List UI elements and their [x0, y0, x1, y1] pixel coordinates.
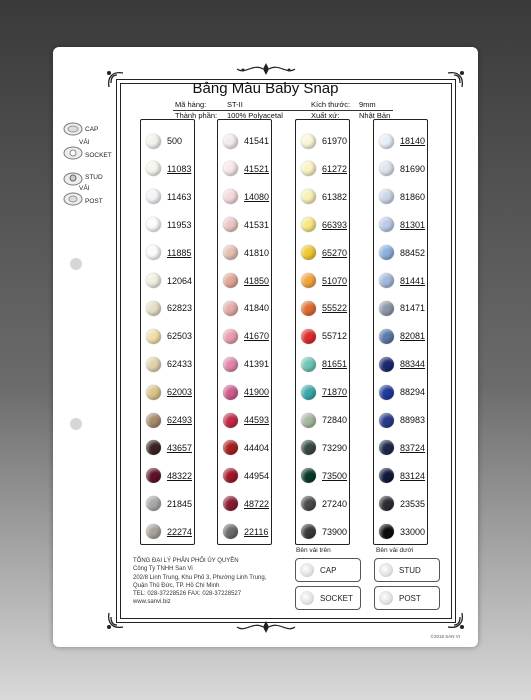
legend-vai-2: VẢI: [79, 185, 90, 192]
swatch-row[interactable]: [296, 266, 349, 296]
swatch-row[interactable]: [141, 517, 194, 547]
color-code: 48722: [244, 498, 270, 509]
thanh-phan-value: 100% Polyacetal: [227, 111, 283, 120]
swatch-row[interactable]: [218, 405, 271, 435]
color-swatch: [223, 468, 238, 483]
page-title: Bảng Màu Baby Snap: [192, 80, 339, 97]
color-code: 44954: [244, 470, 270, 481]
ornament-top-icon: [233, 61, 299, 79]
ben-vai-duoi-label: Bên vải dưới: [376, 547, 414, 554]
ma-hang-value: ST-II: [227, 100, 243, 109]
swatch-row[interactable]: [218, 461, 271, 491]
swatch-row[interactable]: [296, 321, 349, 351]
color-code: 41670: [244, 331, 270, 342]
color-swatch: [146, 385, 161, 400]
color-swatch: [146, 189, 161, 204]
swatch-row[interactable]: [141, 349, 194, 379]
color-swatch: [223, 524, 238, 539]
color-swatch: [146, 468, 161, 483]
swatch-row[interactable]: [218, 182, 271, 212]
legend-cap: CAP: [85, 126, 99, 133]
color-swatch: [223, 217, 238, 232]
color-code: 73290: [322, 442, 348, 453]
swatch-row[interactable]: [296, 517, 349, 547]
corner-ornament-br-icon: [446, 611, 466, 631]
footer-line-3: 202/8 Linh Trung, Khu Phố 3, Phường Linh Trung,: [133, 574, 267, 581]
color-swatch: [301, 189, 316, 204]
color-swatch: [301, 524, 316, 539]
swatch-row[interactable]: [141, 210, 194, 240]
color-code: 61382: [322, 191, 348, 202]
swatch-row[interactable]: [374, 154, 427, 184]
color-swatch: [379, 440, 394, 455]
cap-icon: [300, 563, 314, 577]
swatch-row[interactable]: [218, 321, 271, 351]
cap-part-icon: [63, 122, 83, 136]
legend-post: POST: [85, 198, 103, 205]
swatch-row[interactable]: [296, 293, 349, 323]
color-swatch: [379, 357, 394, 372]
swatch-row[interactable]: [374, 266, 427, 296]
color-code: 22116: [244, 526, 269, 537]
swatch-row[interactable]: [141, 433, 194, 463]
color-swatch: [301, 301, 316, 316]
color-swatch: [301, 440, 316, 455]
color-code: 51070: [322, 275, 348, 286]
color-swatch: [379, 524, 394, 539]
color-swatch: [223, 134, 238, 149]
color-code: 12064: [167, 275, 193, 286]
post-icon: [379, 591, 393, 605]
color-code: 41521: [244, 163, 270, 174]
color-swatch: [146, 357, 161, 372]
swatch-row[interactable]: [141, 405, 194, 435]
color-swatch: [379, 161, 394, 176]
color-code: 81471: [400, 303, 426, 314]
color-swatch: [301, 468, 316, 483]
color-swatch: [379, 245, 394, 260]
swatch-row[interactable]: [218, 489, 271, 519]
swatch-row[interactable]: [374, 321, 427, 351]
color-code: 88294: [400, 387, 426, 398]
color-swatch: [223, 496, 238, 511]
swatch-row[interactable]: [218, 210, 271, 240]
option-stud-label: STUD: [399, 565, 421, 575]
color-swatch: [301, 357, 316, 372]
swatch-row[interactable]: [218, 266, 271, 296]
color-swatch: [301, 496, 316, 511]
swatch-row[interactable]: [374, 377, 427, 407]
footer-line-5: TEL: 028-37228526 FAX: 028-37228527: [133, 591, 242, 598]
swatch-row[interactable]: [296, 461, 349, 491]
color-code: 88452: [400, 247, 426, 258]
color-code: 41900: [244, 387, 270, 398]
color-chart-card: [53, 47, 478, 647]
swatch-row[interactable]: [296, 405, 349, 435]
swatch-row[interactable]: [296, 126, 349, 156]
option-cap-label: CAP: [320, 565, 337, 575]
swatch-row[interactable]: [296, 349, 349, 379]
color-swatch: [379, 134, 394, 149]
color-swatch: [223, 189, 238, 204]
binder-hole-top: [70, 258, 82, 270]
option-socket[interactable]: [295, 586, 361, 610]
color-swatch: [223, 329, 238, 344]
color-swatch: [223, 440, 238, 455]
color-swatch: [146, 413, 161, 428]
color-swatch: [223, 385, 238, 400]
color-code: 14080: [244, 191, 270, 202]
swatch-row[interactable]: [374, 126, 427, 156]
color-code: 55522: [322, 303, 348, 314]
color-code: 82081: [400, 331, 426, 342]
swatch-row[interactable]: [374, 349, 427, 379]
color-code: 21845: [167, 498, 193, 509]
swatch-row[interactable]: [141, 238, 194, 268]
color-swatch: [146, 245, 161, 260]
swatch-row[interactable]: [141, 461, 194, 491]
color-code: 41541: [244, 136, 270, 146]
color-swatch: [146, 134, 161, 149]
color-code: 11885: [167, 247, 192, 258]
swatch-row[interactable]: [374, 405, 427, 435]
swatch-row[interactable]: [296, 238, 349, 268]
color-swatch: [301, 273, 316, 288]
color-code: 81441: [400, 275, 426, 286]
legend-socket: SOCKET: [85, 152, 112, 159]
ornament-bottom-icon: [233, 617, 299, 635]
option-post-label: POST: [399, 593, 421, 603]
swatch-column-4: [373, 119, 428, 545]
color-code: 81860: [400, 191, 426, 202]
color-code: 27240: [322, 498, 348, 509]
color-swatch: [146, 301, 161, 316]
option-cap[interactable]: [295, 558, 361, 582]
swatch-row[interactable]: [218, 433, 271, 463]
color-code: 41391: [244, 359, 270, 370]
color-swatch: [146, 273, 161, 288]
color-swatch: [146, 161, 161, 176]
swatch-column-3: [295, 119, 350, 545]
color-swatch: [379, 273, 394, 288]
swatch-row[interactable]: [296, 154, 349, 184]
swatch-row[interactable]: [218, 238, 271, 268]
color-code: 41531: [244, 219, 270, 230]
swatch-row[interactable]: [218, 377, 271, 407]
legend-stud: STUD: [85, 174, 103, 181]
color-code: 72840: [322, 415, 348, 425]
color-swatch: [146, 217, 161, 232]
swatch-row[interactable]: [374, 238, 427, 268]
color-swatch: [223, 245, 238, 260]
swatch-row[interactable]: [374, 517, 427, 547]
color-swatch: [301, 217, 316, 232]
color-code: 44593: [244, 415, 270, 425]
swatch-row[interactable]: [218, 293, 271, 323]
xuat-xu-value: Nhật Bản: [359, 111, 391, 120]
color-code: 88344: [400, 359, 426, 370]
legend-vai-1: VẢI: [79, 139, 90, 146]
footer-line-2: Công Ty TNHH San Vi: [133, 566, 193, 573]
color-code: 62503: [167, 331, 193, 342]
swatch-row[interactable]: [218, 517, 271, 547]
color-swatch: [223, 357, 238, 372]
color-swatch: [379, 189, 394, 204]
color-code: 61970: [322, 136, 348, 146]
footer-line-6: www.sanvi.biz: [133, 599, 171, 606]
color-swatch: [301, 413, 316, 428]
swatch-row[interactable]: [296, 182, 349, 212]
footer-line-1: TỔNG ĐẠI LÝ PHÂN PHỐI ỦY QUYỀN: [133, 558, 239, 564]
color-code: 65270: [322, 247, 348, 258]
color-code: 41840: [244, 303, 270, 314]
color-code: 83724: [400, 442, 426, 453]
color-code: 33000: [400, 526, 426, 537]
color-code: 18140: [400, 136, 426, 146]
swatch-row[interactable]: [218, 154, 271, 184]
swatch-row[interactable]: [374, 433, 427, 463]
color-swatch: [146, 329, 161, 344]
color-code: 66393: [322, 219, 348, 230]
color-swatch: [146, 440, 161, 455]
color-code: 11953: [167, 219, 192, 230]
color-swatch: [223, 413, 238, 428]
color-swatch: [301, 385, 316, 400]
color-swatch: [146, 496, 161, 511]
color-swatch: [301, 161, 316, 176]
color-code: 500: [167, 136, 183, 146]
option-stud[interactable]: [374, 558, 440, 582]
color-code: 71870: [322, 387, 348, 398]
swatch-row[interactable]: [141, 321, 194, 351]
color-swatch: [301, 134, 316, 149]
color-swatch: [379, 217, 394, 232]
color-swatch: [379, 496, 394, 511]
swatch-column-2: [217, 119, 272, 545]
thanh-phan-label: Thành phần:: [175, 111, 218, 120]
swatch-row[interactable]: [374, 182, 427, 212]
color-swatch: [223, 161, 238, 176]
swatch-row[interactable]: [141, 489, 194, 519]
color-code: 62003: [167, 387, 193, 398]
color-code: 62433: [167, 359, 193, 370]
color-code: 81301: [400, 219, 426, 230]
footer-line-4: Quận Thủ Đức, TP. Hồ Chí Minh: [133, 582, 220, 589]
color-code: 62493: [167, 415, 193, 425]
swatch-row[interactable]: [141, 266, 194, 296]
color-code: 48322: [167, 470, 193, 481]
swatch-row[interactable]: [218, 349, 271, 379]
swatch-row[interactable]: [374, 461, 427, 491]
swatch-row[interactable]: [374, 489, 427, 519]
binder-hole-bottom: [70, 418, 82, 430]
color-code: 41810: [244, 247, 270, 258]
option-post[interactable]: [374, 586, 440, 610]
swatch-row[interactable]: [141, 377, 194, 407]
color-code: 88983: [400, 415, 426, 425]
color-swatch: [379, 329, 394, 344]
kich-thuoc-value: 9mm: [359, 100, 376, 109]
swatch-row[interactable]: [141, 293, 194, 323]
distributor-info: [133, 557, 266, 607]
stud-icon: [379, 563, 393, 577]
swatch-row[interactable]: [374, 293, 427, 323]
color-code: 11083: [167, 163, 192, 174]
swatch-row[interactable]: [374, 210, 427, 240]
color-code: 61272: [322, 163, 348, 174]
color-code: 73900: [322, 526, 348, 537]
color-code: 73500: [322, 470, 348, 481]
swatch-row[interactable]: [296, 489, 349, 519]
color-swatch: [379, 385, 394, 400]
corner-ornament-bl-icon: [105, 611, 125, 631]
stud-part-icon: [63, 172, 83, 186]
color-code: 23535: [400, 498, 426, 509]
color-code: 11463: [167, 191, 192, 202]
color-swatch: [223, 301, 238, 316]
color-code: 41850: [244, 275, 270, 286]
option-socket-label: SOCKET: [320, 593, 353, 603]
color-code: 81690: [400, 163, 426, 174]
color-code: 22274: [167, 526, 193, 537]
post-part-icon: [63, 192, 83, 206]
color-code: 62823: [167, 303, 193, 314]
color-code: 83124: [400, 470, 426, 481]
xuat-xu-label: Xuất xứ:: [311, 111, 340, 120]
ma-hang-label: Mã hàng:: [175, 100, 207, 109]
color-code: 43657: [167, 442, 193, 453]
color-swatch: [379, 468, 394, 483]
copyright: ©2018 SAN VI: [430, 634, 460, 639]
color-code: 55712: [322, 331, 348, 342]
swatch-column-1: [140, 119, 195, 545]
color-swatch: [223, 273, 238, 288]
color-swatch: [379, 301, 394, 316]
color-swatch: [379, 413, 394, 428]
swatch-row[interactable]: [296, 210, 349, 240]
kich-thuoc-label: Kích thước:: [311, 100, 351, 109]
swatch-row[interactable]: [141, 126, 194, 156]
socket-part-icon: [63, 146, 83, 160]
color-swatch: [146, 524, 161, 539]
color-code: 81651: [322, 359, 348, 370]
swatch-row[interactable]: [296, 377, 349, 407]
ben-vai-tren-label: Bên vải trên: [296, 547, 331, 554]
swatch-row[interactable]: [296, 433, 349, 463]
socket-icon: [300, 591, 314, 605]
color-code: 44404: [244, 442, 270, 453]
swatch-row[interactable]: [218, 126, 271, 156]
swatch-row[interactable]: [141, 182, 194, 212]
swatch-row[interactable]: [141, 154, 194, 184]
color-swatch: [301, 329, 316, 344]
color-swatch: [301, 245, 316, 260]
